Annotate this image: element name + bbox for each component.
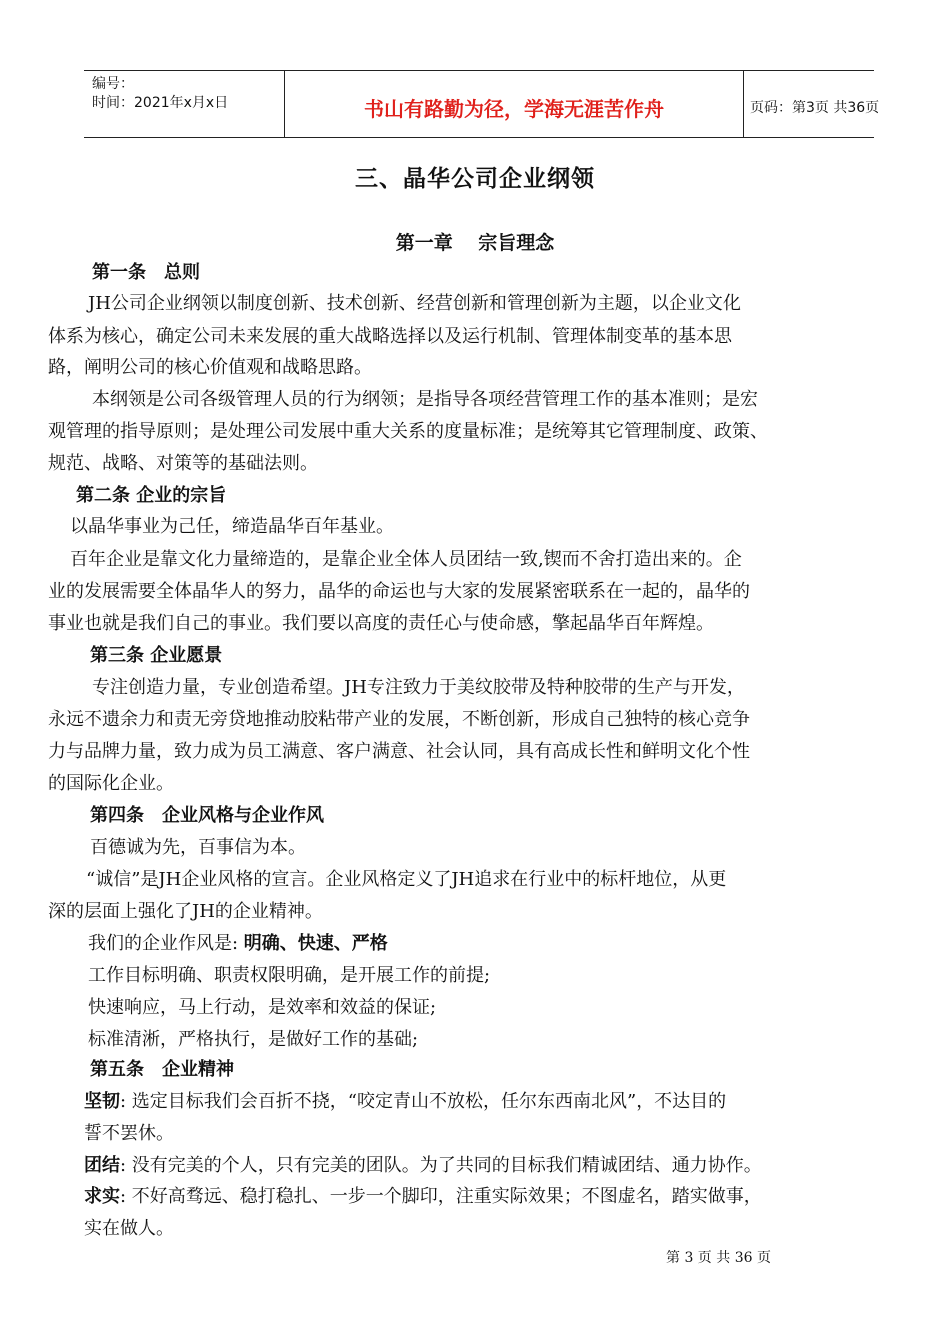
- paragraph-line: 体系为核心，确定公司未来发展的重大战略选择以及运行机制、管理体制变革的基本思: [48, 326, 732, 347]
- spirit-text: : 没有完美的个人，只有完美的团队。为了共同的目标我们精诚团结、通力协作。: [120, 1155, 762, 1176]
- header-motto-cell: [284, 71, 744, 137]
- spirit-term: 坚韧: [84, 1091, 120, 1112]
- paragraph-line: 以晶华事业为己任，缔造晶华百年基业。: [70, 516, 394, 537]
- paragraph-line: 实在做人。: [84, 1218, 174, 1239]
- paragraph-line: 专注创造力量，专业创造希望。JH专注致力于美纹胶带及特种胶带的生产与开发，: [92, 677, 745, 698]
- paragraph-line: 观管理的指导原则；是处理公司发展中重大关系的度量标准；是统筹其它管理制度、政策、: [48, 421, 768, 442]
- header-page-info: 页码：第3页 共36页: [750, 100, 880, 116]
- paragraph-line: 的国际化企业。: [48, 773, 174, 794]
- paragraph-line: 誓不罢休。: [84, 1123, 174, 1144]
- page-footer: 第 3 页 共 36 页: [666, 1250, 771, 1266]
- spirit-term: 团结: [84, 1155, 120, 1176]
- header-meta-cell: [84, 71, 284, 137]
- article-heading: 第四条 企业风格与企业作风: [90, 805, 324, 826]
- article-heading: 第一条 总则: [92, 262, 200, 283]
- style-intro: 我们的企业作风是:: [88, 933, 244, 954]
- document-title: 三、晶华公司企业纲领: [355, 166, 595, 192]
- paragraph-line: 工作目标明确、职责权限明确，是开展工作的前提;: [88, 965, 491, 986]
- article-heading: 第二条 企业的宗旨: [76, 485, 227, 506]
- spirit-term: 求实: [84, 1186, 120, 1207]
- article-heading: 第三条 企业愿景: [90, 645, 223, 666]
- paragraph-line: 标准清淅，严格执行，是做好工作的基础;: [88, 1029, 419, 1050]
- paragraph-line: JH公司企业纲领以制度创新、技术创新、经营创新和管理创新为主题，以企业文化: [88, 293, 741, 314]
- paragraph-line: 本纲领是公司各级管理人员的行为纲领；是指导各项经营管理工作的基本准则；是宏: [92, 389, 758, 410]
- spirit-text: : 选定目标我们会百折不挠，“咬定青山不放松，任尔东西南北风”，不达目的: [120, 1091, 727, 1112]
- style-keywords: 明确、快速、严格: [243, 933, 388, 954]
- document-number: 编号：: [92, 76, 134, 92]
- chapter-title: 第一章 宗旨理念: [395, 232, 555, 254]
- spirit-item: [84, 1090, 726, 1114]
- article-heading: 第五条 企业精神: [90, 1059, 234, 1080]
- paragraph-line: 规范、战略、对策等的基础法则。: [48, 453, 318, 474]
- header-motto: 书山有路勤为径，学海无涯苦作舟: [364, 97, 664, 121]
- paragraph-line: 永远不遗余力和责无旁贷地推动胶粘带产业的发展，不断创新，形成自己独特的核心竞争: [48, 709, 750, 730]
- page-header: [84, 70, 880, 138]
- document-date: 时间：2021年x月x日: [92, 95, 229, 111]
- spirit-item: [84, 1154, 762, 1178]
- spirit-item: [84, 1185, 762, 1209]
- spirit-text: : 不好高骛远、稳打稳扎、一步一个脚印，注重实际效果；不图虚名，踏实做事，: [120, 1186, 762, 1207]
- paragraph-line: 百德诚为先，百事信为本。: [90, 837, 306, 858]
- paragraph-line: 路，阐明公司的核心价值观和战略思路。: [48, 357, 372, 378]
- paragraph-line: 深的层面上强化了JH的企业精神。: [48, 901, 323, 922]
- paragraph-line: 业的发展需要全体晶华人的努力，晶华的命运也与大家的发展紧密联系在一起的，晶华的: [48, 581, 750, 602]
- header-page-cell: [744, 71, 880, 137]
- style-statement: [88, 932, 388, 956]
- paragraph-line: 力与品牌力量，致力成为员工满意、客户满意、社会认同，具有高成长性和鲜明文化个性: [48, 741, 750, 762]
- paragraph-line: 百年企业是靠文化力量缔造的，是靠企业全体人员团结一致,锲而不舍打造出来的。企: [70, 549, 742, 570]
- paragraph-line: 快速响应，马上行动，是效率和效益的保证;: [88, 997, 437, 1018]
- paragraph-line: 事业也就是我们自己的事业。我们要以高度的责任心与使命感，擎起晶华百年辉煌。: [48, 613, 714, 634]
- paragraph-line: “诚信”是JH企业风格的宣言。企业风格定义了JH追求在行业中的标杆地位，从更: [86, 869, 727, 890]
